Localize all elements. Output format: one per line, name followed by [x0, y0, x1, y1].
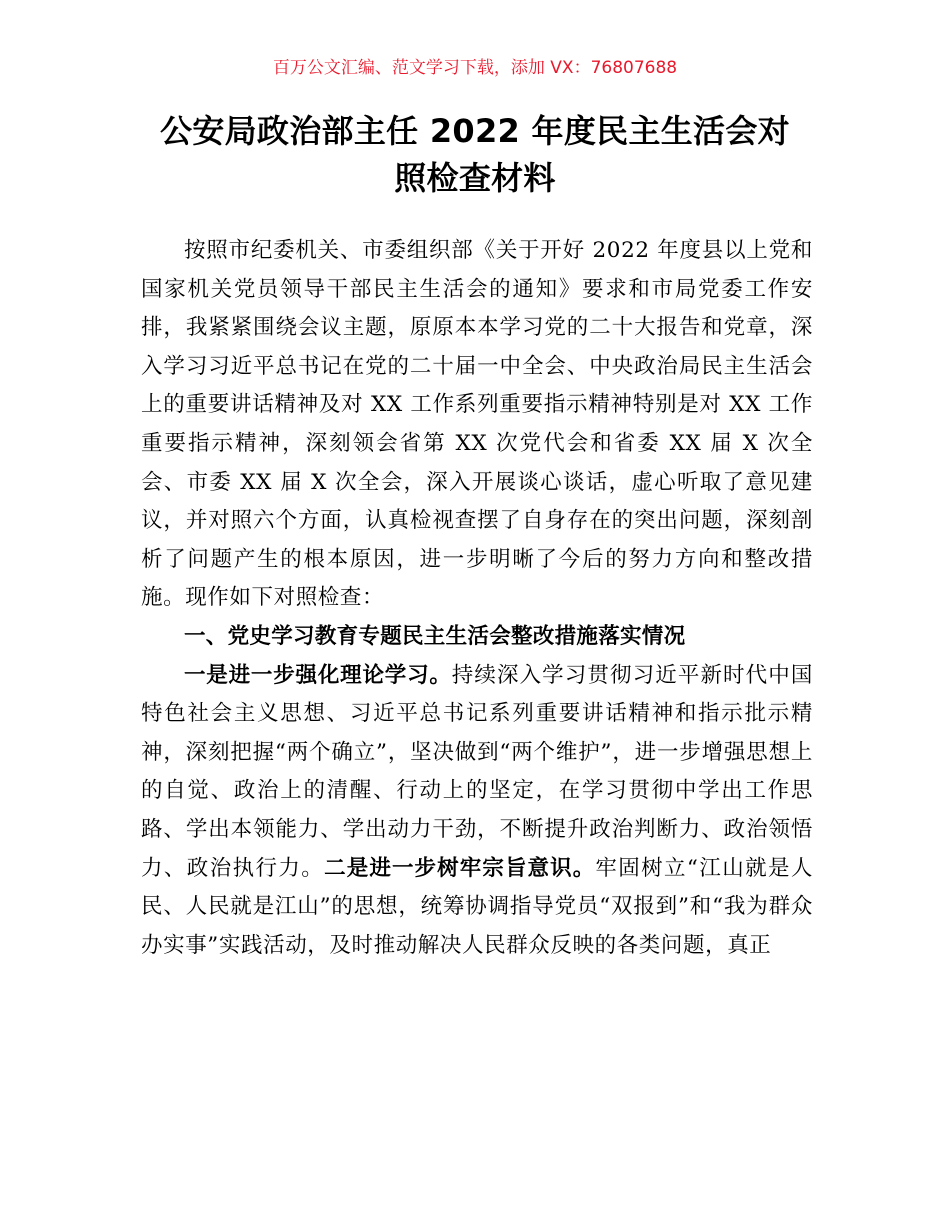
- paragraph-text-1: 持续深入学习贯彻习近平新时代中国特色社会主义思想、习近平总书记系列重要讲话精神和指示批示精神，深刻把握“两个确立”，坚决做到“两个维护”，进一步增强思想上的自觉、政治上的清醒、行动上的坚定，在学习贯彻中学出工作思路、学出本领能力、学出动力干劲，不断提升政治判断力、政治领悟力、政治执行力。: [141, 662, 813, 881]
- title-line-1: 公安局政治部主任 2022 年度民主生活会对: [160, 112, 790, 150]
- paragraph-lead-2: 二是进一步树牢宗旨意识。: [324, 855, 596, 881]
- intro-paragraph: 按照市纪委机关、市委组织部《关于开好 2022 年度县以上党和国家机关党员领导干部民主生活会的通知》要求和市局党委工作安排，我紧紧围绕会议主题，原原本本学习党的二十大报告和党章，深入学习习近平总书记在党的二十届一中全会、中央政治局民主生活会上的重要讲话精神及对 XX 工作系列重要指示精神特别是对 XX 工作重要指示精神，深刻领会省第 XX 次党代会和省委 XX 届 X 次全会、市委 XX 届 X 次全会，深入开展谈心谈话，虚心听取了意见建议，并对照六个方面，认真检视查摆了自身存在的突出问题，深刻剖析了问题产生的根本原因，进一步明晰了今后的努力方向和整改措施。现作如下对照检查：: [141, 238, 813, 611]
- section-heading-1: 一、党史学习教育专题民主生活会整改措施落实情况: [184, 623, 686, 649]
- paragraph-text-2: 牢固树立“江山就是人民、人民就是江山”的思想，统筹协调指导党员“双报到”和“我为群众办实事”实践活动，及时推动解决人民群众反映的各类问题，真正: [141, 855, 813, 958]
- title-line-2: 照检查材料: [394, 159, 556, 197]
- paragraph-1: [141, 657, 813, 966]
- document-body: [141, 232, 813, 965]
- document-title: [120, 108, 830, 202]
- paragraph-lead-1: 一是进一步强化理论学习。: [184, 662, 452, 688]
- promo-banner: 百万公文汇编、范文学习下载，添加 VX：76807688: [272, 58, 678, 78]
